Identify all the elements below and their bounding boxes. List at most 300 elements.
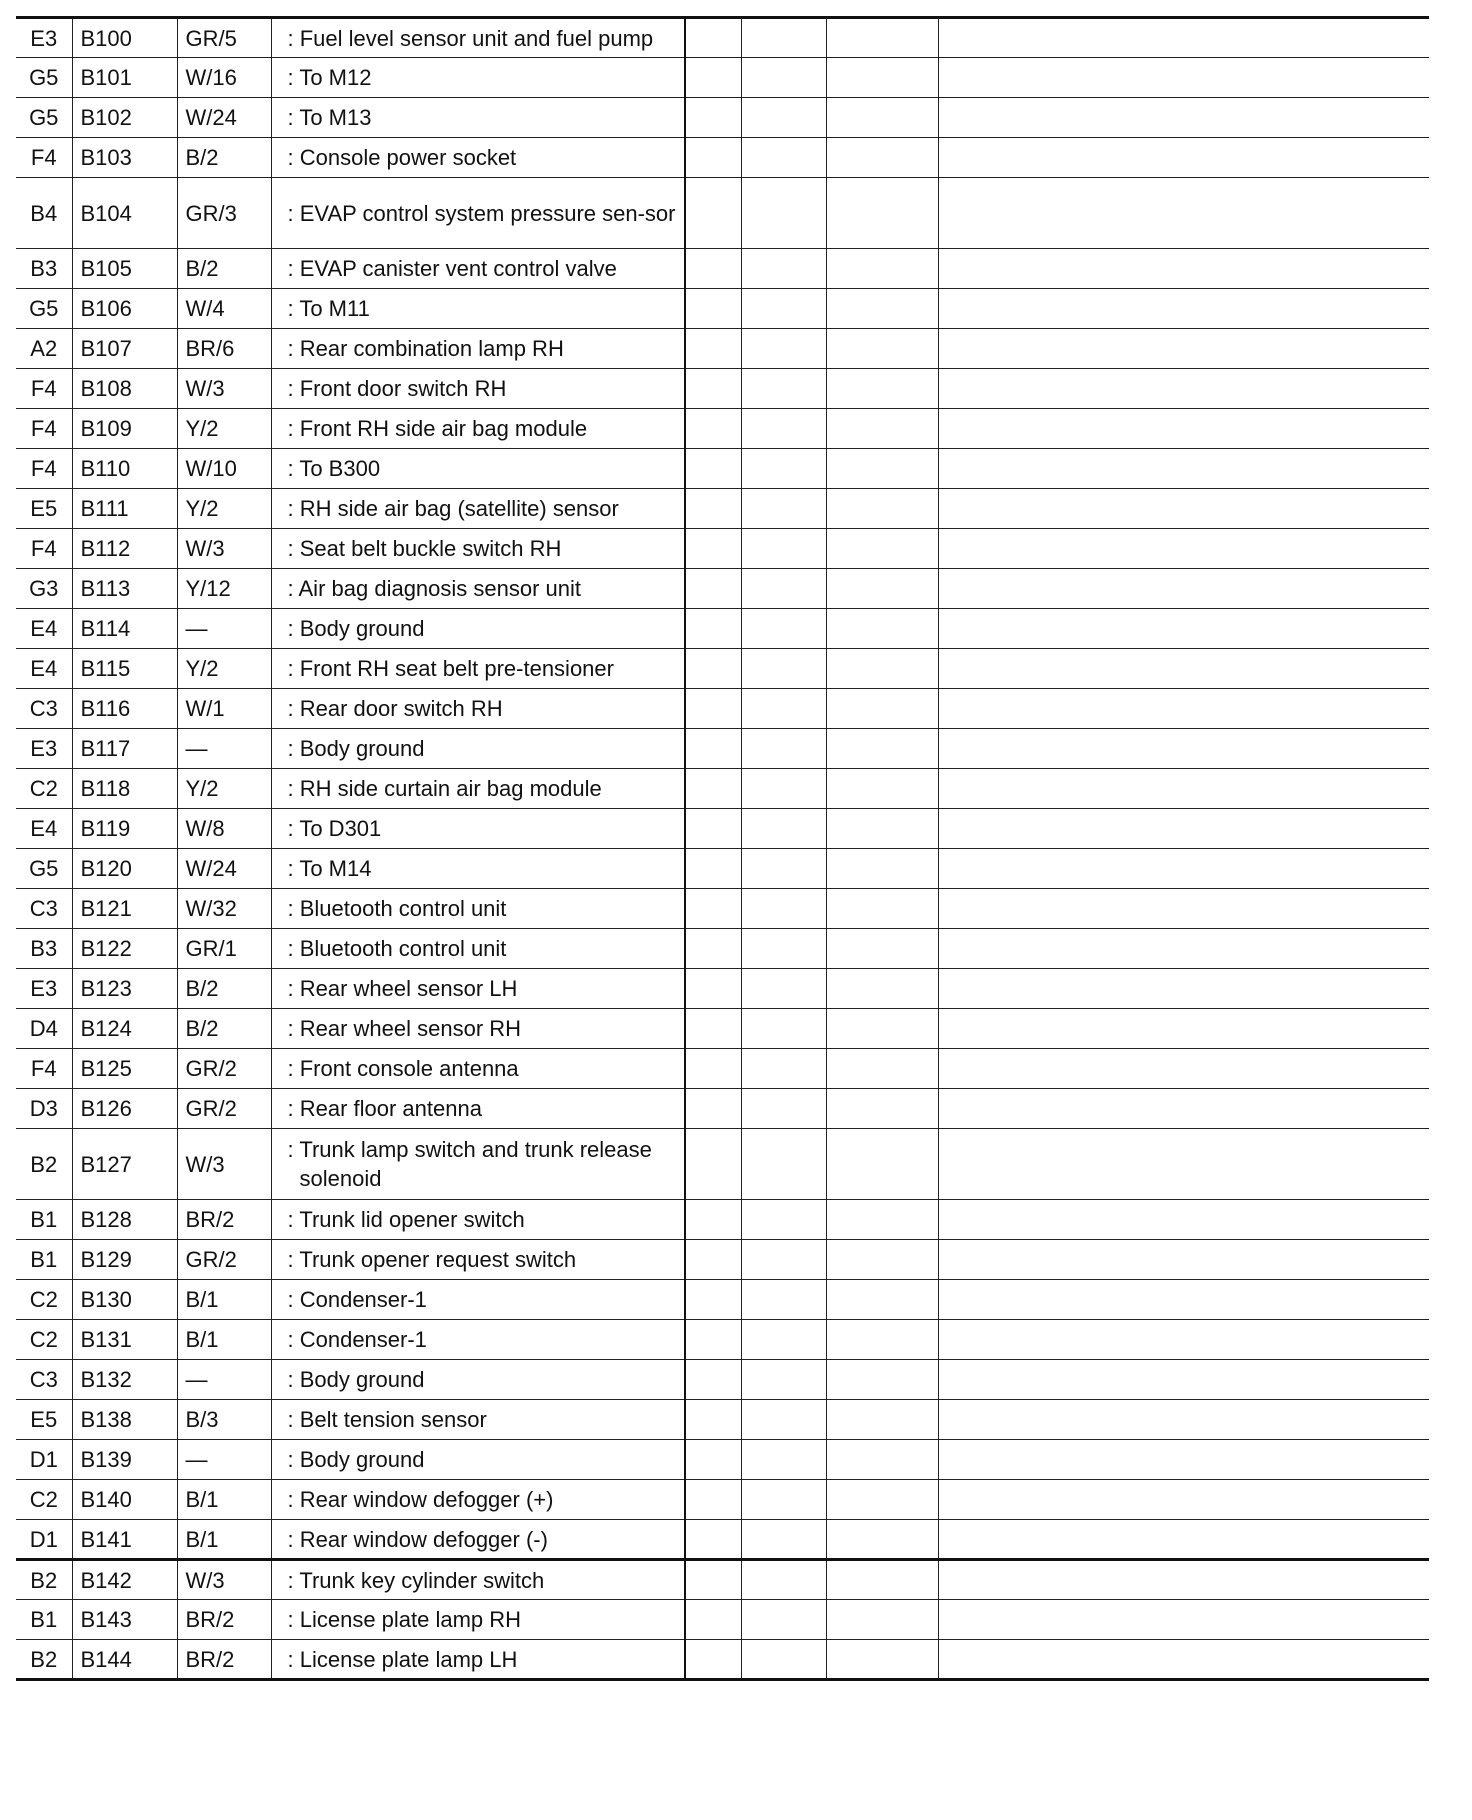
connector-description-cell: : Trunk opener request switch [271,1240,685,1280]
blank-cell [826,609,938,649]
connector-description-cell: : Console power socket [271,138,685,178]
connector-color-pins-cell: B/2 [177,249,271,289]
blank-cell [685,18,741,58]
table-row [16,809,1429,849]
connector-color-pins-cell: — [177,1440,271,1480]
blank-cell [741,409,826,449]
connector-description-cell: : Body ground [271,609,685,649]
blank-cell [685,889,741,929]
table-row [16,769,1429,809]
blank-cell [938,569,1429,609]
blank-cell [826,529,938,569]
grid-ref-cell: B3 [16,929,72,969]
connector-number-cell: B108 [72,369,177,409]
table-row [16,889,1429,929]
connector-description-cell: : Front RH side air bag module [271,409,685,449]
connector-description-cell: : Air bag diagnosis sensor unit [271,569,685,609]
connector-color-pins-cell: GR/3 [177,178,271,249]
blank-cell [685,329,741,369]
blank-cell [741,58,826,98]
connector-color-pins-cell: GR/2 [177,1089,271,1129]
blank-cell [826,1320,938,1360]
connector-color-pins-cell: B/2 [177,969,271,1009]
blank-cell [826,1400,938,1440]
blank-cell [826,969,938,1009]
blank-cell [826,409,938,449]
blank-cell [685,409,741,449]
table-body [16,18,1429,1680]
grid-ref-cell: C3 [16,889,72,929]
blank-cell [685,1480,741,1520]
blank-cell [938,689,1429,729]
blank-cell [826,1480,938,1520]
connector-color-pins-cell: W/1 [177,689,271,729]
connector-description-cell: : License plate lamp LH [271,1640,685,1680]
blank-cell [741,1440,826,1480]
table-row [16,98,1429,138]
table-row [16,449,1429,489]
blank-cell [741,849,826,889]
blank-cell [826,1520,938,1560]
blank-cell [685,1240,741,1280]
table-row [16,529,1429,569]
blank-cell [826,1240,938,1280]
connector-number-cell: B112 [72,529,177,569]
blank-cell [938,1049,1429,1089]
connector-description-cell: : RH side air bag (satellite) sensor [271,489,685,529]
blank-cell [741,449,826,489]
blank-cell [685,289,741,329]
table-row [16,1600,1429,1640]
connector-number-cell: B126 [72,1089,177,1129]
table-row [16,1360,1429,1400]
table-row [16,18,1429,58]
blank-cell [741,649,826,689]
connector-description-cell: : Front console antenna [271,1049,685,1089]
blank-cell [938,1089,1429,1129]
connector-color-pins-cell: BR/2 [177,1200,271,1240]
connector-description-cell: : Rear combination lamp RH [271,329,685,369]
blank-cell [826,729,938,769]
connector-number-cell: B138 [72,1400,177,1440]
blank-cell [741,489,826,529]
grid-ref-cell: B1 [16,1200,72,1240]
blank-cell [685,1200,741,1240]
table-row [16,929,1429,969]
blank-cell [826,489,938,529]
blank-cell [685,249,741,289]
connector-description-cell: : Front RH seat belt pre-tensioner [271,649,685,689]
blank-cell [741,529,826,569]
blank-cell [685,1520,741,1560]
connector-color-pins-cell: — [177,609,271,649]
connector-color-pins-cell: W/16 [177,58,271,98]
blank-cell [685,178,741,249]
grid-ref-cell: E5 [16,1400,72,1440]
connector-description-cell: : Condenser-1 [271,1280,685,1320]
blank-cell [938,449,1429,489]
connector-number-cell: B103 [72,138,177,178]
blank-cell [938,1480,1429,1520]
table-row [16,1240,1429,1280]
blank-cell [741,1520,826,1560]
table-row [16,1129,1429,1200]
table-row [16,1560,1429,1600]
blank-cell [685,449,741,489]
connector-color-pins-cell: W/10 [177,449,271,489]
blank-cell [685,1129,741,1200]
blank-cell [741,729,826,769]
connector-number-cell: B141 [72,1520,177,1560]
grid-ref-cell: C2 [16,1480,72,1520]
blank-cell [826,689,938,729]
connector-description-cell: : Front door switch RH [271,369,685,409]
table-row [16,729,1429,769]
blank-cell [741,289,826,329]
blank-cell [938,969,1429,1009]
blank-cell [741,929,826,969]
blank-cell [741,889,826,929]
blank-cell [826,569,938,609]
blank-cell [741,809,826,849]
connector-color-pins-cell: W/32 [177,889,271,929]
grid-ref-cell: D4 [16,1009,72,1049]
connector-number-cell: B129 [72,1240,177,1280]
blank-cell [938,1009,1429,1049]
blank-cell [826,18,938,58]
table-row [16,1320,1429,1360]
blank-cell [938,329,1429,369]
table-row [16,1480,1429,1520]
grid-ref-cell: E5 [16,489,72,529]
connector-number-cell: B111 [72,489,177,529]
blank-cell [826,58,938,98]
table-row [16,289,1429,329]
connector-description-cell: : Condenser-1 [271,1320,685,1360]
blank-cell [938,249,1429,289]
blank-cell [938,769,1429,809]
connector-color-pins-cell: W/3 [177,1560,271,1600]
connector-number-cell: B132 [72,1360,177,1400]
grid-ref-cell: A2 [16,329,72,369]
connector-color-pins-cell: B/3 [177,1400,271,1440]
blank-cell [938,609,1429,649]
blank-cell [826,809,938,849]
blank-cell [685,1320,741,1360]
table-row [16,138,1429,178]
blank-cell [938,1129,1429,1200]
table-row [16,409,1429,449]
table-row [16,1049,1429,1089]
blank-cell [741,178,826,249]
connector-description-cell: : License plate lamp RH [271,1600,685,1640]
grid-ref-cell: C2 [16,1280,72,1320]
connector-number-cell: B106 [72,289,177,329]
blank-cell [741,1200,826,1240]
blank-cell [741,1480,826,1520]
connector-description-cell: : Bluetooth control unit [271,929,685,969]
blank-cell [685,1009,741,1049]
grid-ref-cell: E4 [16,609,72,649]
blank-cell [741,98,826,138]
connector-number-cell: B120 [72,849,177,889]
blank-cell [685,1600,741,1640]
blank-cell [685,609,741,649]
table-row [16,1400,1429,1440]
connector-color-pins-cell: W/24 [177,849,271,889]
connector-color-pins-cell: BR/2 [177,1640,271,1680]
connector-number-cell: B115 [72,649,177,689]
connector-number-cell: B119 [72,809,177,849]
blank-cell [938,1440,1429,1480]
blank-cell [685,369,741,409]
blank-cell [938,1320,1429,1360]
connector-number-cell: B109 [72,409,177,449]
connector-color-pins-cell: GR/2 [177,1049,271,1089]
connector-description-cell: : EVAP control system pressure sen-sor [271,178,685,249]
connector-number-cell: B100 [72,18,177,58]
connector-number-cell: B118 [72,769,177,809]
blank-cell [685,1400,741,1440]
blank-cell [741,369,826,409]
blank-cell [938,809,1429,849]
connector-color-pins-cell: B/1 [177,1320,271,1360]
blank-cell [938,489,1429,529]
blank-cell [826,1560,938,1600]
connector-description-cell: : EVAP canister vent control valve [271,249,685,289]
grid-ref-cell: E3 [16,18,72,58]
blank-cell [826,329,938,369]
blank-cell [938,1280,1429,1320]
blank-cell [938,649,1429,689]
blank-cell [826,1360,938,1400]
connector-number-cell: B130 [72,1280,177,1320]
table-row [16,1520,1429,1560]
blank-cell [685,529,741,569]
grid-ref-cell: F4 [16,138,72,178]
grid-ref-cell: B2 [16,1129,72,1200]
grid-ref-cell: E3 [16,729,72,769]
grid-ref-cell: B4 [16,178,72,249]
blank-cell [938,929,1429,969]
connector-color-pins-cell: — [177,729,271,769]
blank-cell [826,1089,938,1129]
connector-description-cell: : To M11 [271,289,685,329]
blank-cell [938,1640,1429,1680]
grid-ref-cell: D1 [16,1520,72,1560]
table-row [16,178,1429,249]
blank-cell [938,729,1429,769]
connector-number-cell: B116 [72,689,177,729]
blank-cell [741,138,826,178]
grid-ref-cell: B1 [16,1600,72,1640]
blank-cell [741,249,826,289]
blank-cell [741,689,826,729]
connector-number-cell: B143 [72,1600,177,1640]
table-row [16,1640,1429,1680]
blank-cell [826,138,938,178]
table-row [16,489,1429,529]
grid-ref-cell: G5 [16,58,72,98]
blank-cell [741,1009,826,1049]
blank-cell [685,58,741,98]
connector-number-cell: B125 [72,1049,177,1089]
grid-ref-cell: B1 [16,1240,72,1280]
blank-cell [826,1129,938,1200]
blank-cell [826,178,938,249]
grid-ref-cell: G3 [16,569,72,609]
connector-color-pins-cell: BR/2 [177,1600,271,1640]
blank-cell [685,849,741,889]
blank-cell [685,809,741,849]
table-row [16,1280,1429,1320]
connector-number-cell: B107 [72,329,177,369]
blank-cell [685,1360,741,1400]
blank-cell [741,18,826,58]
blank-cell [685,569,741,609]
blank-cell [685,689,741,729]
connector-description-cell: : To M13 [271,98,685,138]
table-row [16,58,1429,98]
connector-color-pins-cell: Y/2 [177,649,271,689]
connector-color-pins-cell: B/1 [177,1480,271,1520]
connector-description-cell: : Rear wheel sensor LH [271,969,685,1009]
blank-cell [741,769,826,809]
connector-number-cell: B104 [72,178,177,249]
connector-description-cell: : Seat belt buckle switch RH [271,529,685,569]
connector-color-pins-cell: W/3 [177,529,271,569]
connector-color-pins-cell: B/1 [177,1520,271,1560]
blank-cell [826,889,938,929]
connector-description-cell: : Rear door switch RH [271,689,685,729]
connector-number-cell: B124 [72,1009,177,1049]
connector-description-cell: : Fuel level sensor unit and fuel pump [271,18,685,58]
blank-cell [741,1089,826,1129]
connector-description-cell: : Bluetooth control unit [271,889,685,929]
connector-description-cell: : To B300 [271,449,685,489]
connector-number-cell: B128 [72,1200,177,1240]
connector-number-cell: B122 [72,929,177,969]
connector-color-pins-cell: W/24 [177,98,271,138]
connector-number-cell: B114 [72,609,177,649]
connector-color-pins-cell: GR/2 [177,1240,271,1280]
connector-color-pins-cell: — [177,1360,271,1400]
connector-description-cell: : Trunk key cylinder switch [271,1560,685,1600]
connector-description-cell: : RH side curtain air bag module [271,769,685,809]
blank-cell [938,409,1429,449]
table-row [16,1440,1429,1480]
blank-cell [826,449,938,489]
connector-number-cell: B142 [72,1560,177,1600]
connector-description-cell: : Body ground [271,1360,685,1400]
grid-ref-cell: C2 [16,769,72,809]
grid-ref-cell: G5 [16,289,72,329]
table-row [16,1200,1429,1240]
connector-description-cell: : Rear floor antenna [271,1089,685,1129]
connector-description-cell: : Trunk lid opener switch [271,1200,685,1240]
connector-description-cell: : Belt tension sensor [271,1400,685,1440]
table-row [16,249,1429,289]
blank-cell [826,369,938,409]
blank-cell [685,769,741,809]
blank-cell [685,929,741,969]
connector-color-pins-cell: Y/2 [177,409,271,449]
table-row [16,849,1429,889]
connector-number-cell: B102 [72,98,177,138]
blank-cell [685,1280,741,1320]
connector-color-pins-cell: BR/6 [177,329,271,369]
blank-cell [826,649,938,689]
table-row [16,649,1429,689]
blank-cell [685,969,741,1009]
grid-ref-cell: F4 [16,449,72,489]
blank-cell [741,329,826,369]
connector-number-cell: B127 [72,1129,177,1200]
blank-cell [741,1600,826,1640]
connector-description-cell: : Trunk lamp switch and trunk release solenoid [271,1129,685,1200]
connector-color-pins-cell: Y/2 [177,489,271,529]
connector-description-cell: : To M12 [271,58,685,98]
blank-cell [938,849,1429,889]
blank-cell [826,1200,938,1240]
blank-cell [938,369,1429,409]
blank-cell [685,1640,741,1680]
blank-cell [826,929,938,969]
blank-cell [741,609,826,649]
connector-number-cell: B139 [72,1440,177,1480]
grid-ref-cell: C3 [16,689,72,729]
table-row [16,969,1429,1009]
blank-cell [826,1009,938,1049]
table-row [16,1089,1429,1129]
table-row [16,329,1429,369]
grid-ref-cell: E3 [16,969,72,1009]
grid-ref-cell: B2 [16,1640,72,1680]
grid-ref-cell: E4 [16,809,72,849]
connector-color-pins-cell: GR/1 [177,929,271,969]
blank-cell [685,98,741,138]
connector-number-cell: B144 [72,1640,177,1680]
blank-cell [938,529,1429,569]
grid-ref-cell: F4 [16,1049,72,1089]
table-row [16,569,1429,609]
blank-cell [826,849,938,889]
blank-cell [685,1049,741,1089]
connector-description-cell: : Body ground [271,729,685,769]
blank-cell [741,1360,826,1400]
connector-color-pins-cell: B/2 [177,138,271,178]
blank-cell [938,1200,1429,1240]
blank-cell [826,289,938,329]
blank-cell [826,249,938,289]
blank-cell [741,1280,826,1320]
blank-cell [741,1320,826,1360]
blank-cell [938,178,1429,249]
grid-ref-cell: C3 [16,1360,72,1400]
blank-cell [826,1640,938,1680]
blank-cell [938,1240,1429,1280]
connector-number-cell: B105 [72,249,177,289]
grid-ref-cell: B2 [16,1560,72,1600]
blank-cell [741,1640,826,1680]
blank-cell [826,769,938,809]
blank-cell [938,138,1429,178]
blank-cell [685,1560,741,1600]
grid-ref-cell: D3 [16,1089,72,1129]
blank-cell [741,1400,826,1440]
blank-cell [826,1600,938,1640]
table-row [16,609,1429,649]
